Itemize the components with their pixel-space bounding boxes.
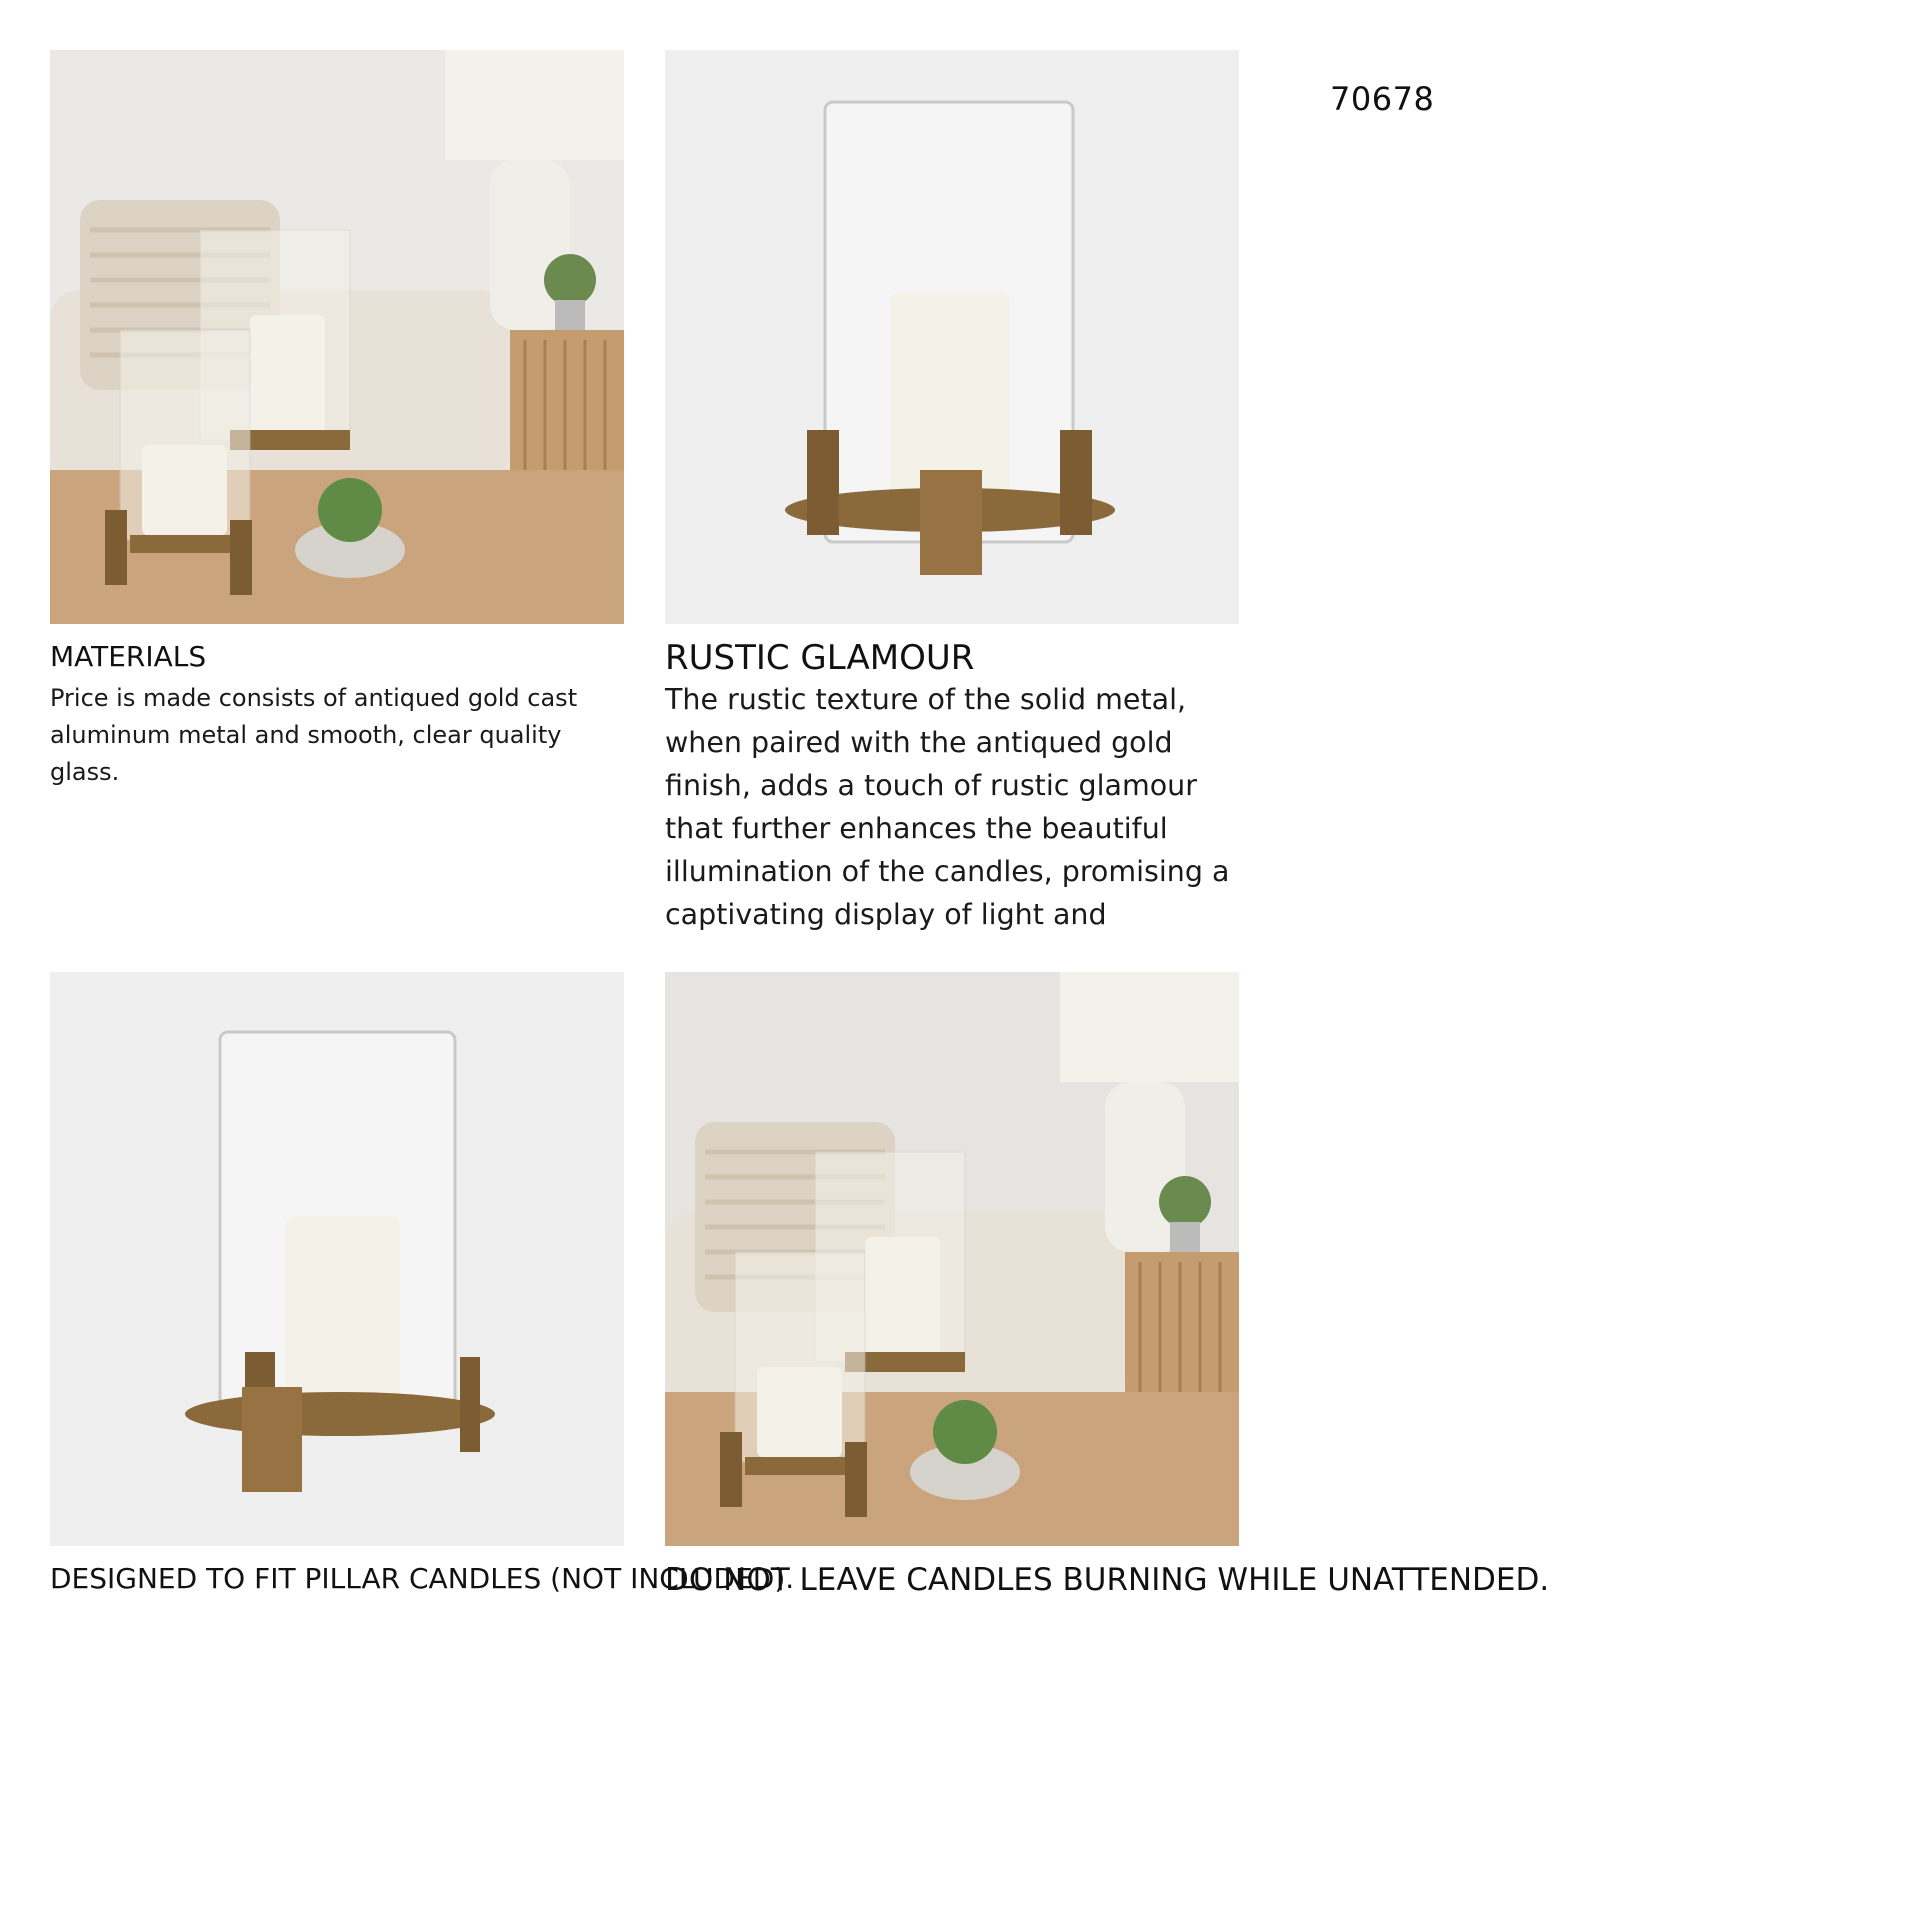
rustic-glamour-description: The rustic texture of the solid metal, when paired with the antiqued gold finish, adds a touch of rustic glamour that further enhances the beautiful illumination of the candles, promising a captivating display of light and (665, 683, 1230, 931)
lifestyle-photo-2 (665, 972, 1239, 1546)
materials-description: Price is made consists of antiqued gold cast aluminum metal and smooth, clear quality glass. (50, 684, 578, 786)
lifestyle-scene-image (50, 50, 624, 624)
product-photo-1 (665, 50, 1239, 624)
rustic-glamour-heading: RUSTIC GLAMOUR (665, 638, 975, 678)
hurricane-holder-image (665, 50, 1239, 624)
candle-fit-caption: DESIGNED TO FIT PILLAR CANDLES (NOT INCLUDED). (50, 1562, 795, 1595)
product-photo-2 (50, 972, 624, 1546)
lifestyle-scene-image-2 (665, 972, 1239, 1546)
safety-warning-caption: DO NOT LEAVE CANDLES BURNING WHILE UNATTENDED. (665, 1562, 1550, 1598)
materials-heading: MATERIALS (50, 640, 207, 673)
hurricane-holder-angle-image (50, 972, 624, 1546)
product-sku: 70678 (1330, 80, 1435, 118)
lifestyle-photo-1 (50, 50, 624, 624)
